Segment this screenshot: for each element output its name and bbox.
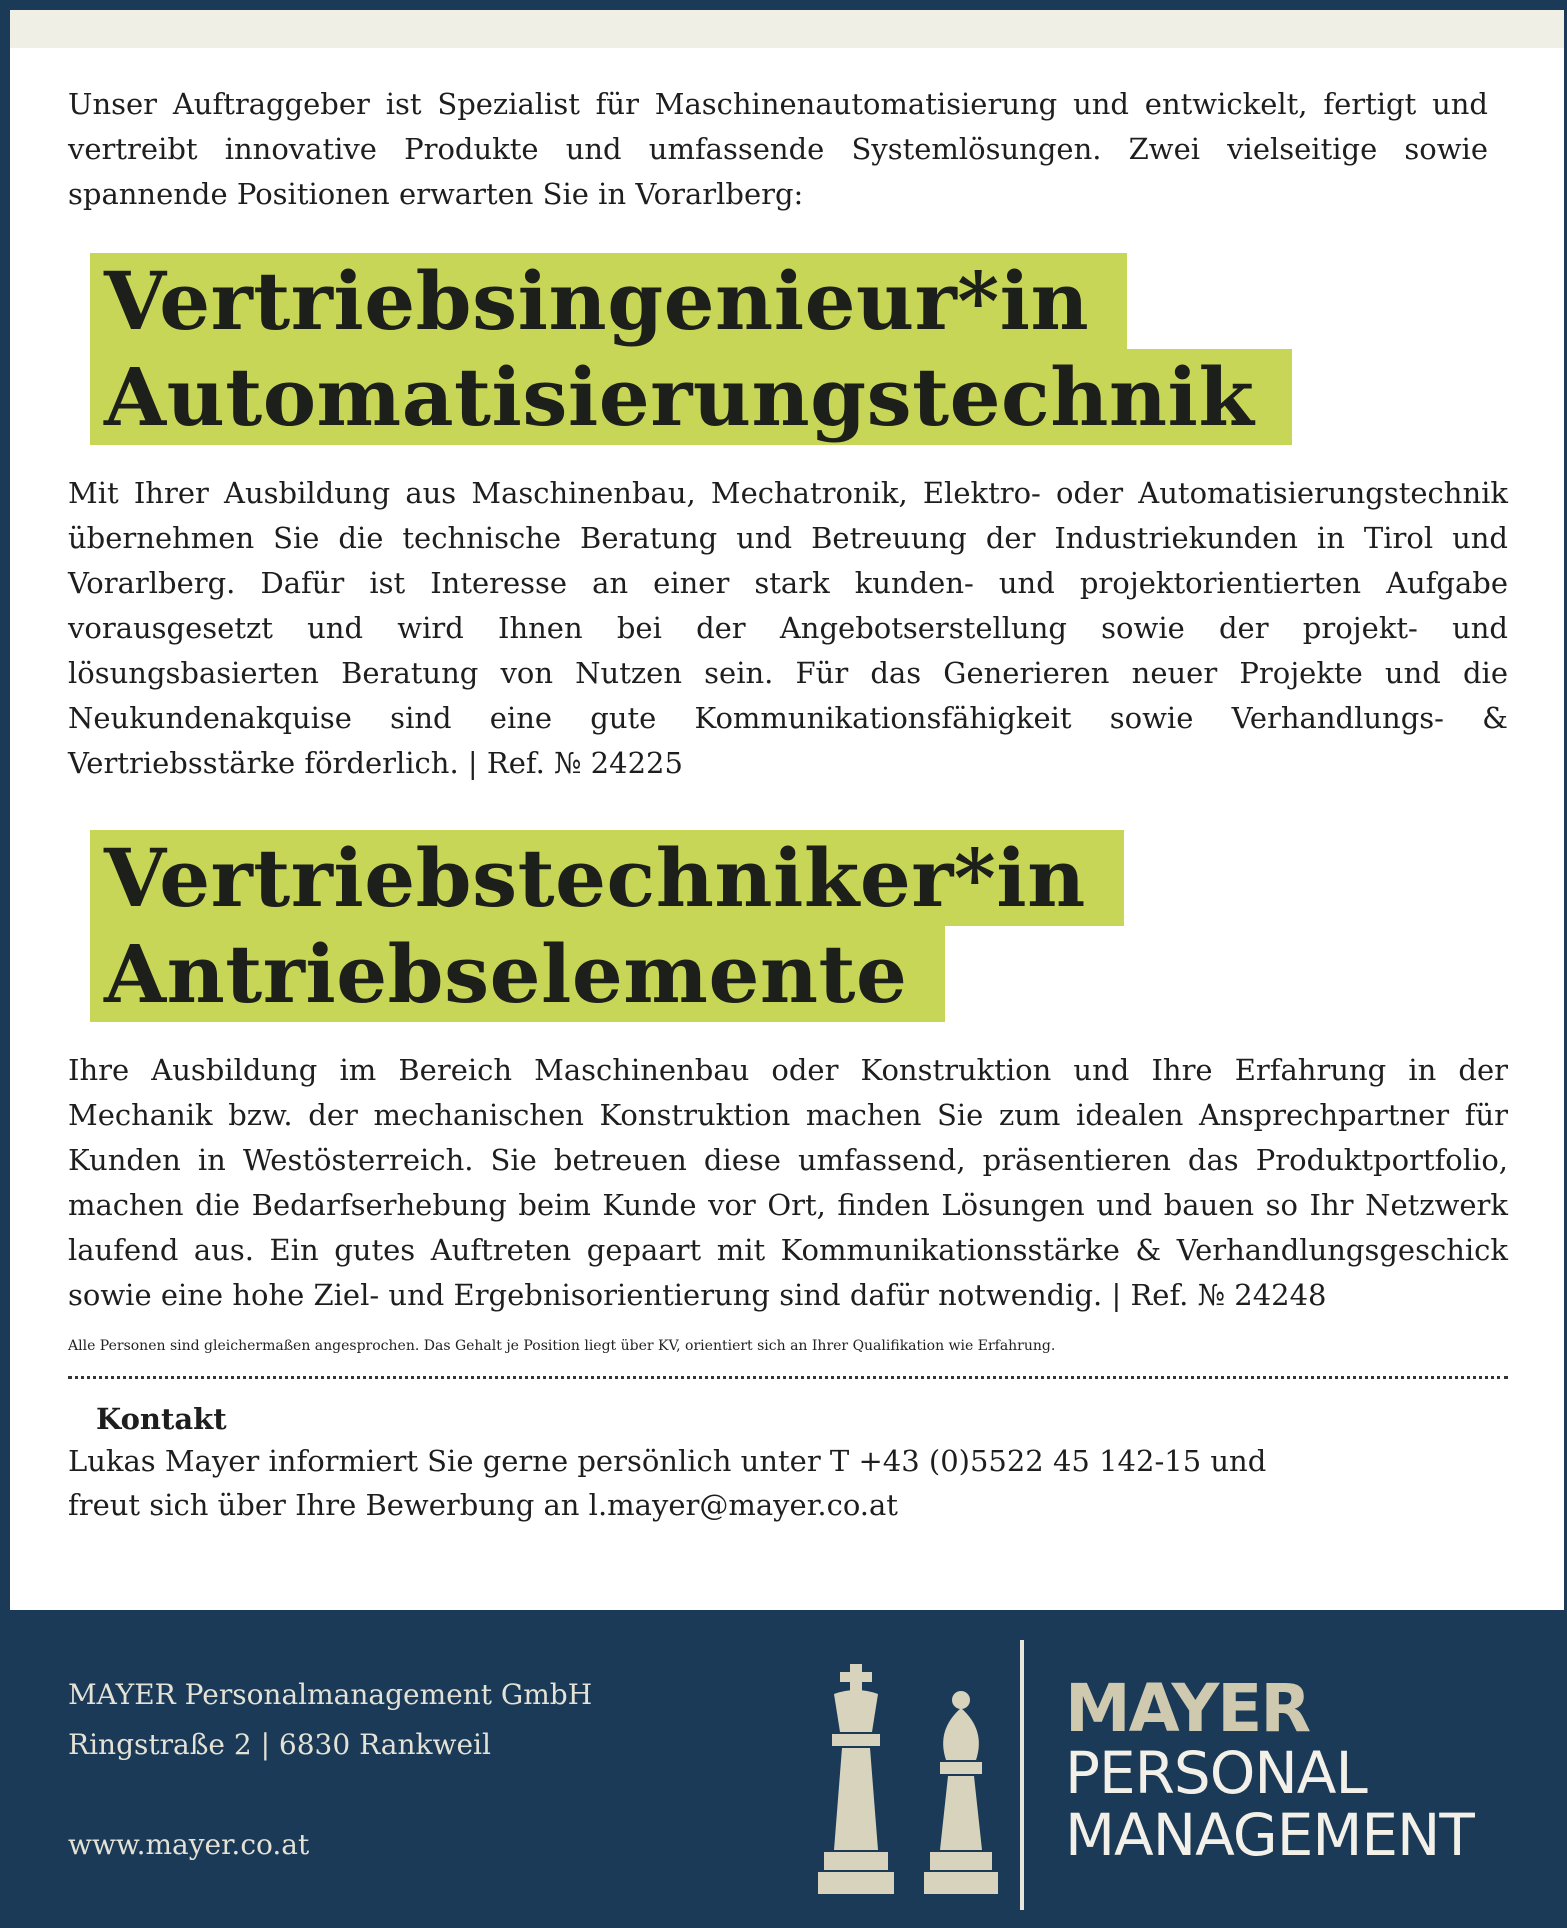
chess-bishop-icon (916, 1660, 1006, 1900)
intro-text: Unser Auftraggeber ist Spezialist für Maschinenautomatisierung und entwickelt, fertigt und vertreibt innovative Produkte und umfassende Systemlösungen. Zwei vielseitige sowie spannende Positionen erwarten Sie in Vorarlberg: (68, 87, 1488, 211)
contact-line-1: Lukas Mayer informiert Sie gerne persönlich unter T +43 (0)5522 45 142-15 und (68, 1444, 1267, 1478)
vertical-divider (1020, 1640, 1024, 1910)
job-title-1-line1: Vertriebsingenieur*in (90, 253, 1127, 349)
footer (0, 1610, 1567, 1928)
company-name: MAYER Personalmanagement GmbH (68, 1678, 593, 1711)
footnote: Alle Personen sind gleichermaßen angesprochen. Das Gehalt je Position liegt über KV, orientiert sich an Ihrer Qualifikation wie Erfahrung. (68, 1338, 1056, 1354)
job-title-1-line2: Automatisierungstechnik (90, 349, 1292, 445)
job-description-1: Mit Ihrer Ausbildung aus Maschinenbau, Mechatronik, Elektro- oder Automatisierungstechnik übernehmen Sie die technische Beratung und Betreuung der Industriekunden in Tirol und Vorarlberg. Dafür ist Interesse an einer stark kunden- und projektorientierten Aufgabe vorausgesetzt und wird Ihnen bei der Angebotserstellung sowie der projekt- und lösungsbasierten Beratung von Nutzen sein. Für das Generieren neuer Projekte und die Neukundenakquise sind eine gute Kommunikationsfähigkeit sowie Verhandlungs- & Vertriebsstärke förderlich. | Ref. № 24225 (68, 476, 1508, 780)
company-address (68, 1670, 592, 1770)
top-strip (10, 10, 1564, 48)
ad-content (68, 82, 1508, 1527)
company-address-line: Ringstraße 2 | 6830 Rankweil (68, 1728, 491, 1761)
job-title-2-line2: Antriebselemente (90, 926, 945, 1022)
job-title-2 (68, 830, 1508, 1022)
contact-line-2: freut sich über Ihre Bewerbung an l.mayer@mayer.co.at (68, 1488, 898, 1522)
logo-management: MANAGEMENT (1065, 1801, 1474, 1869)
job-ad-paper (10, 10, 1564, 1610)
logo-mayer: MAYER (1065, 1670, 1310, 1747)
job-description-2: Ihre Ausbildung im Bereich Maschinenbau oder Konstruktion und Ihre Erfahrung in der Mechanik bzw. der mechanischen Konstruktion machen Sie zum idealen Ansprechpartner für Kunden in Westösterreich. Sie betreuen diese umfassend, präsentieren das Produktportfolio, machen die Bedarfserhebung beim Kunde vor Ort, finden Lösungen und bauen so Ihr Netzwerk laufend aus. Ein gutes Auftreten gepaart mit Kommunikationsstärke & Verhandlungsgeschick sowie eine hohe Ziel- und Ergebnisorientierung sind dafür notwendig. | Ref. № 24248 (68, 1053, 1508, 1312)
dotted-divider (68, 1376, 1508, 1379)
job-title-2-line1: Vertriebstechniker*in (90, 830, 1124, 926)
mayer-logo (1065, 1670, 1474, 1869)
logo-personal: PERSONAL (1065, 1739, 1367, 1807)
contact-heading: Kontakt (96, 1402, 227, 1436)
job-title-1 (68, 253, 1508, 445)
chess-king-icon (806, 1660, 906, 1900)
website-link[interactable]: www.mayer.co.at (68, 1828, 310, 1861)
